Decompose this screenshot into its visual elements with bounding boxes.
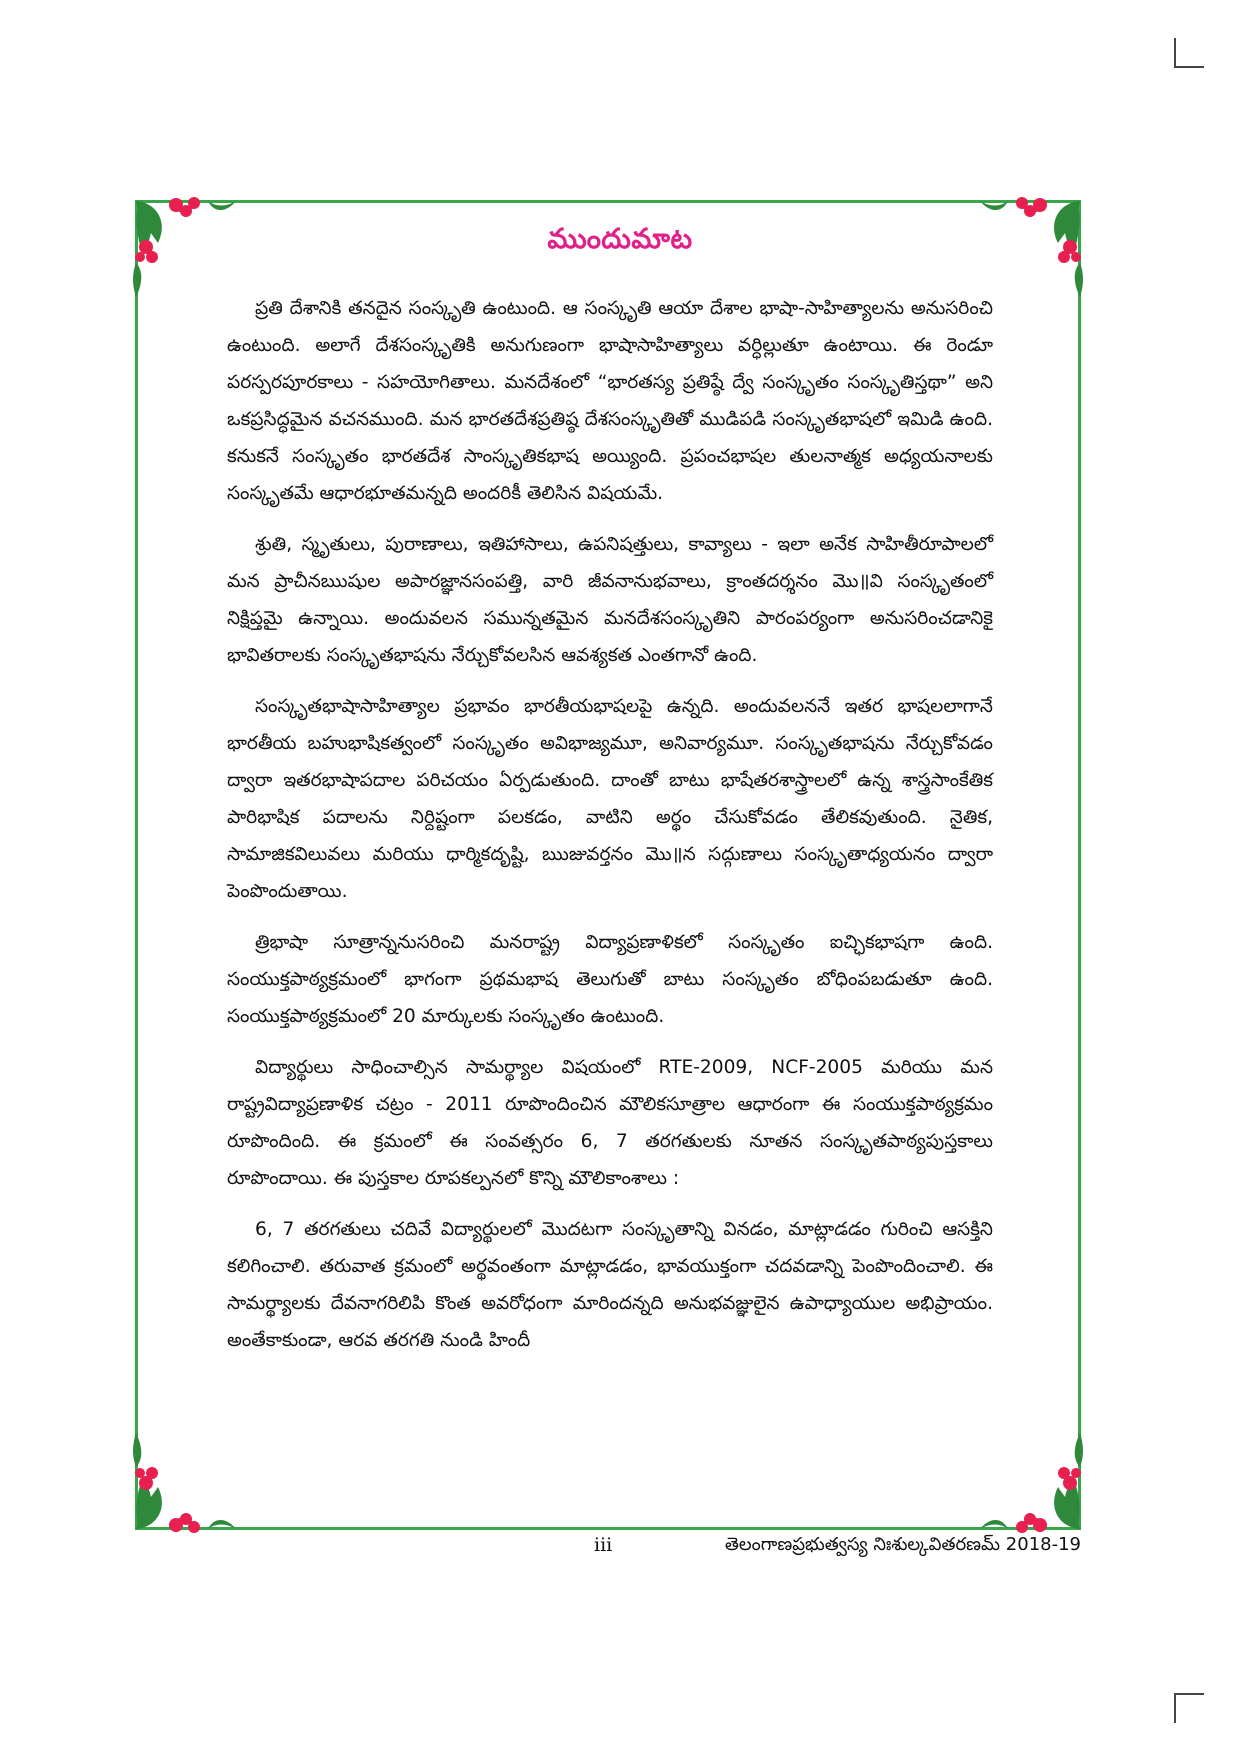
preface-body bbox=[227, 290, 993, 1373]
footer-note: తెలంగాణప్రభుత్వస్య నిఃశుల్కవితరణమ్ 2018-19 bbox=[724, 1534, 1081, 1555]
floral-corner-icon bbox=[128, 1417, 248, 1537]
paragraph: త్రిభాషా సూత్రాన్ననుసరించి మనరాష్ట్ర విద్యాప్రణాళికలో సంస్కృతం ఐచ్ఛికభాషగా ఉంది. సంయుక్తపాఠ్యక్రమంలో భాగంగా ప్రథమభాష తెలుగుతో బాటు సంస్కృతం బోధింపబడుతూ ఉంది. సంయుక్తపాఠ్యక్రమంలో 20 మార్కులకు సంస్కృతం ఉంటుంది. bbox=[227, 932, 993, 1027]
paragraph: ప్రతి దేశానికి తనదైన సంస్కృతి ఉంటుంది. ఆ సంస్కృతి ఆయా దేశాల భాషా-సాహిత్యాలను అనుసరించి ఉంటుంది. అలాగే దేశసంస్కృతికి అనుగుణంగా భాషాసాహిత్యాలు వర్ధిల్లుతూ ఉంటాయి. ఈ రెండూ పరస్పరపూరకాలు - సహయోగితాలు. మనదేశంలో “భారతస్య ప్రతిష్ఠే ద్వే సంస్కృతం సంస్కృతిస్తథా” అని ఒకప్రసిద్ధమైన వచనముంది. మన భారతదేశప్రతిష్ఠ దేశసంస్కృతితో ముడిపడి సంస్కృతభాషలో ఇమిడి ఉంది. కనుకనే సంస్కృతం భారతదేశ సాంస్కృతికభాష అయ్యింది. ప్రపంచభాషల తులనాత్మక అధ్యయనాలకు సంస్కృతమే ఆధారభూతమన్నది అందరికీ తెలిసిన విషయమే. bbox=[227, 298, 993, 504]
paragraph: సంస్కృతభాషాసాహిత్యాల ప్రభావం భారతీయభాషలపై ఉన్నది. అందువలననే ఇతర భాషలలాగానే భారతీయ బహుభాషికత్వంలో సంస్కృతం అవిభాజ్యమూ, అనివార్యమూ. సంస్కృతభాషను నేర్చుకోవడం ద్వారా ఇతరభాషాపదాల పరిచయం ఏర్పడుతుంది. దాంతో బాటు భాషేతరశాస్త్రాలలో ఉన్న శాస్త్రసాంకేతిక పారిభాషిక పదాలను నిర్దిష్టంగా పలకడం, వాటిని అర్థం చేసుకోవడం తేలికవుతుంది. నైతిక, సామాజికవిలువలు మరియు ధార్మికదృష్టి, ఋజువర్తనం మొ॥న సద్గుణాలు సంస్కృతాధ్యయనం ద్వారా పెంపొందుతాయి. bbox=[227, 696, 993, 902]
paragraph: విద్యార్థులు సాధించాల్సిన సామర్థ్యాల విషయంలో RTE-2009, NCF-2005 మరియు మన రాష్ట్రవిద్యాప్రణాళిక చట్రం - 2011 రూపొందించిన మౌలికసూత్రాల ఆధారంగా ఈ సంయుక్తపాఠ్యక్రమం రూపొందింది. ఈ క్రమంలో ఈ సంవత్సరం 6, 7 తరగతులకు నూతన సంస్కృతపాఠ్యపుస్తకాలు రూపొందాయి. ఈ పుస్తకాల రూపకల్పనలో కొన్ని మౌలికాంశాలు : bbox=[227, 1057, 993, 1189]
crop-mark-top-right bbox=[1174, 38, 1204, 68]
floral-corner-icon bbox=[968, 1417, 1088, 1537]
paragraph: శ్రుతి, స్మృతులు, పురాణాలు, ఇతిహాసాలు, ఉపనిషత్తులు, కావ్యాలు - ఇలా అనేక సాహితీరూపాలలో మన ప్రాచీనఋషుల అపారజ్ఞానసంపత్తి, వారి జీవనానుభవాలు, క్రాంతదర్శనం మొ॥వి సంస్కృతంలో నిక్షిప్తమై ఉన్నాయి. అందువలన సమున్నతమైన మనదేశసంస్కృతిని పారంపర్యంగా అనుసరించడానికై భావితరాలకు సంస్కృతభాషను నేర్చుకోవలసిన ఆవశ్యకత ఎంతగానో ఉంది. bbox=[227, 534, 993, 666]
page-number: iii bbox=[594, 1534, 613, 1556]
page-title: ముందుమాట bbox=[547, 222, 693, 255]
paragraph: 6, 7 తరగతులు చదివే విద్యార్థులలో మొదటగా సంస్కృతాన్ని వినడం, మాట్లాడడం గురించి ఆసక్తిని కలిగించాలి. తరువాత క్రమంలో అర్థవంతంగా మాట్లాడడం, భావయుక్తంగా చదవడాన్ని పెంపొందించాలి. ఈ సామర్థ్యాలకు దేవనాగరిలిపి కొంత అవరోధంగా మారిందన్నది అనుభవజ్ఞులైన ఉపాధ్యాయుల అభిప్రాయం. అంతేకాకుండా, ఆరవ తరగతి నుండి హిందీ bbox=[227, 1219, 993, 1351]
crop-mark-bottom-right bbox=[1174, 1693, 1204, 1723]
